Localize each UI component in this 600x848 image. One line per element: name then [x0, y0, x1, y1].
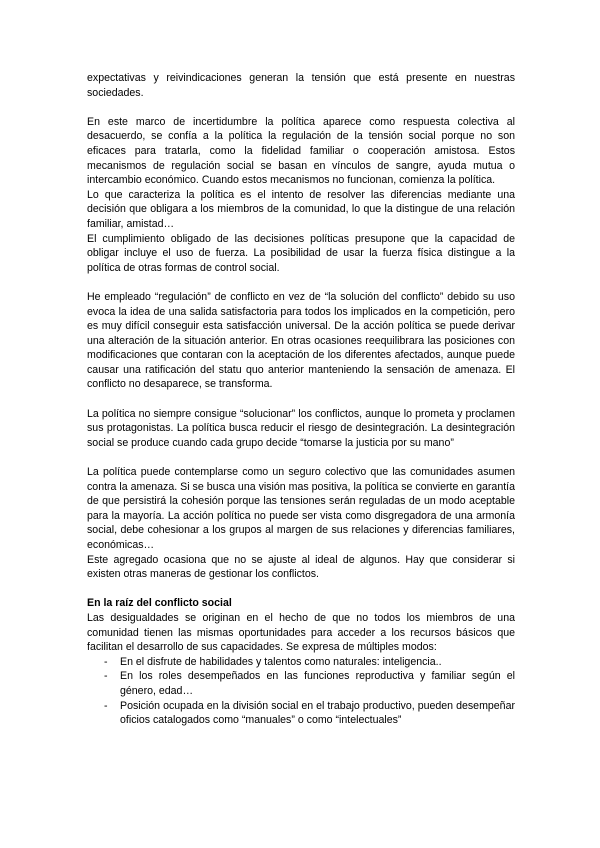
list-item-text: En los roles desempeñados en las funciones reproductiva y familiar según el género, edad… [120, 670, 515, 697]
bullet-dash: - [104, 699, 108, 712]
list-item-text: Posición ocupada en la división social en el trabajo productivo, pueden desempeñar oficios catalogados como “manuales” o como “intelectuales” [120, 699, 515, 727]
paragraph-gap [87, 275, 515, 290]
paragraph-gap [87, 582, 515, 597]
paragraph-1: En este marco de incertidumbre la política aparece como respuesta colectiva al desacuerdo, se confía a la política la regulación de la tensión social porque no son eficaces para tratarla, como la fidelidad familiar o cooperación amistosa. Estos mecanismos de regulación social se basan en vínculos de sangre, ayuda mutua o intercambio económico. Cuando estos mecanismos no funcionan, comienza la política. [87, 115, 515, 187]
paragraph-6: La política puede contemplarse como un seguro colectivo que las comunidades asumen contra la amenaza. Si se busca una visión mas positiva, la política se convierte en garantía de que persistirá la cohesión porque las tensiones serán reguladas de un modo aceptable para la mayoría. La acción política no puede ser vista como disgregadora de una armonía social, debe cohesionar a los grupos al margen de sus relaciones y diferencias familiares, económicas… [87, 466, 515, 551]
section-heading: En la raíz del conflicto social [87, 597, 232, 610]
paragraph-gap [87, 100, 515, 115]
document-body [87, 71, 515, 728]
list-item [87, 669, 515, 698]
list-item-text: En el disfrute de habilidades y talentos como naturales: inteligencia.. [120, 655, 442, 668]
bullet-list [87, 655, 515, 728]
bullet-dash: - [104, 655, 108, 668]
paragraph-8: Las desigualdades se originan en el hecho de que no todos los miembros de una comunidad tienen las mismas oportunidades para acceder a los recursos básicos que facilitan el desarrollo de sus capacidades. Se expresa de múltiples modos: [87, 611, 515, 654]
paragraph-5: La política no siempre consigue “solucionar” los conflictos, aunque lo prometa y proclamen sus protagonistas. La política busca reducir el riesgo de desintegración. La desintegración social se produce cuando cada grupo decide “tomarse la justicia por su mano” [87, 407, 515, 449]
paragraph-gap [87, 392, 515, 407]
list-item [87, 655, 515, 670]
bullet-dash: - [104, 670, 108, 683]
list-item [87, 699, 515, 728]
paragraph-3: El cumplimiento obligado de las decisiones políticas presupone que la capacidad de obligar incluye el uso de fuerza. La posibilidad de usar la fuerza física distingue a la política de otras formas de control social. [87, 232, 515, 274]
paragraph-gap [87, 450, 515, 465]
paragraph-7: Este agregado ocasiona que no se ajuste al ideal de algunos. Hay que considerar si existen otras maneras de gestionar los conflictos. [87, 553, 515, 581]
paragraph-2: Lo que caracteriza la política es el intento de resolver las diferencias mediante una decisión que obligara a los miembros de la comunidad, lo que la distingue de una relación familiar, amistad… [87, 188, 515, 230]
paragraph-4: He empleado “regulación” de conflicto en vez de “la solución del conflicto” debido su uso evoca la idea de una salida satisfactoria para todos los implicados en la competición, pero es muy difícil conseguir esta satisfacción universal. De la acción política se puede derivar una alteración de la situación anterior. En otras ocasiones reequilibrara las posiciones con modificaciones que contaran con la aceptación de los diferentes afectados, aunque puede causar una ratificación del statu quo anterior manteniendo la sensación de amenaza. El conflicto no desaparece, se transforma. [87, 290, 515, 391]
paragraph-0: expectativas y reivindicaciones generan la tensión que está presente en nuestras sociedades. [87, 72, 515, 99]
